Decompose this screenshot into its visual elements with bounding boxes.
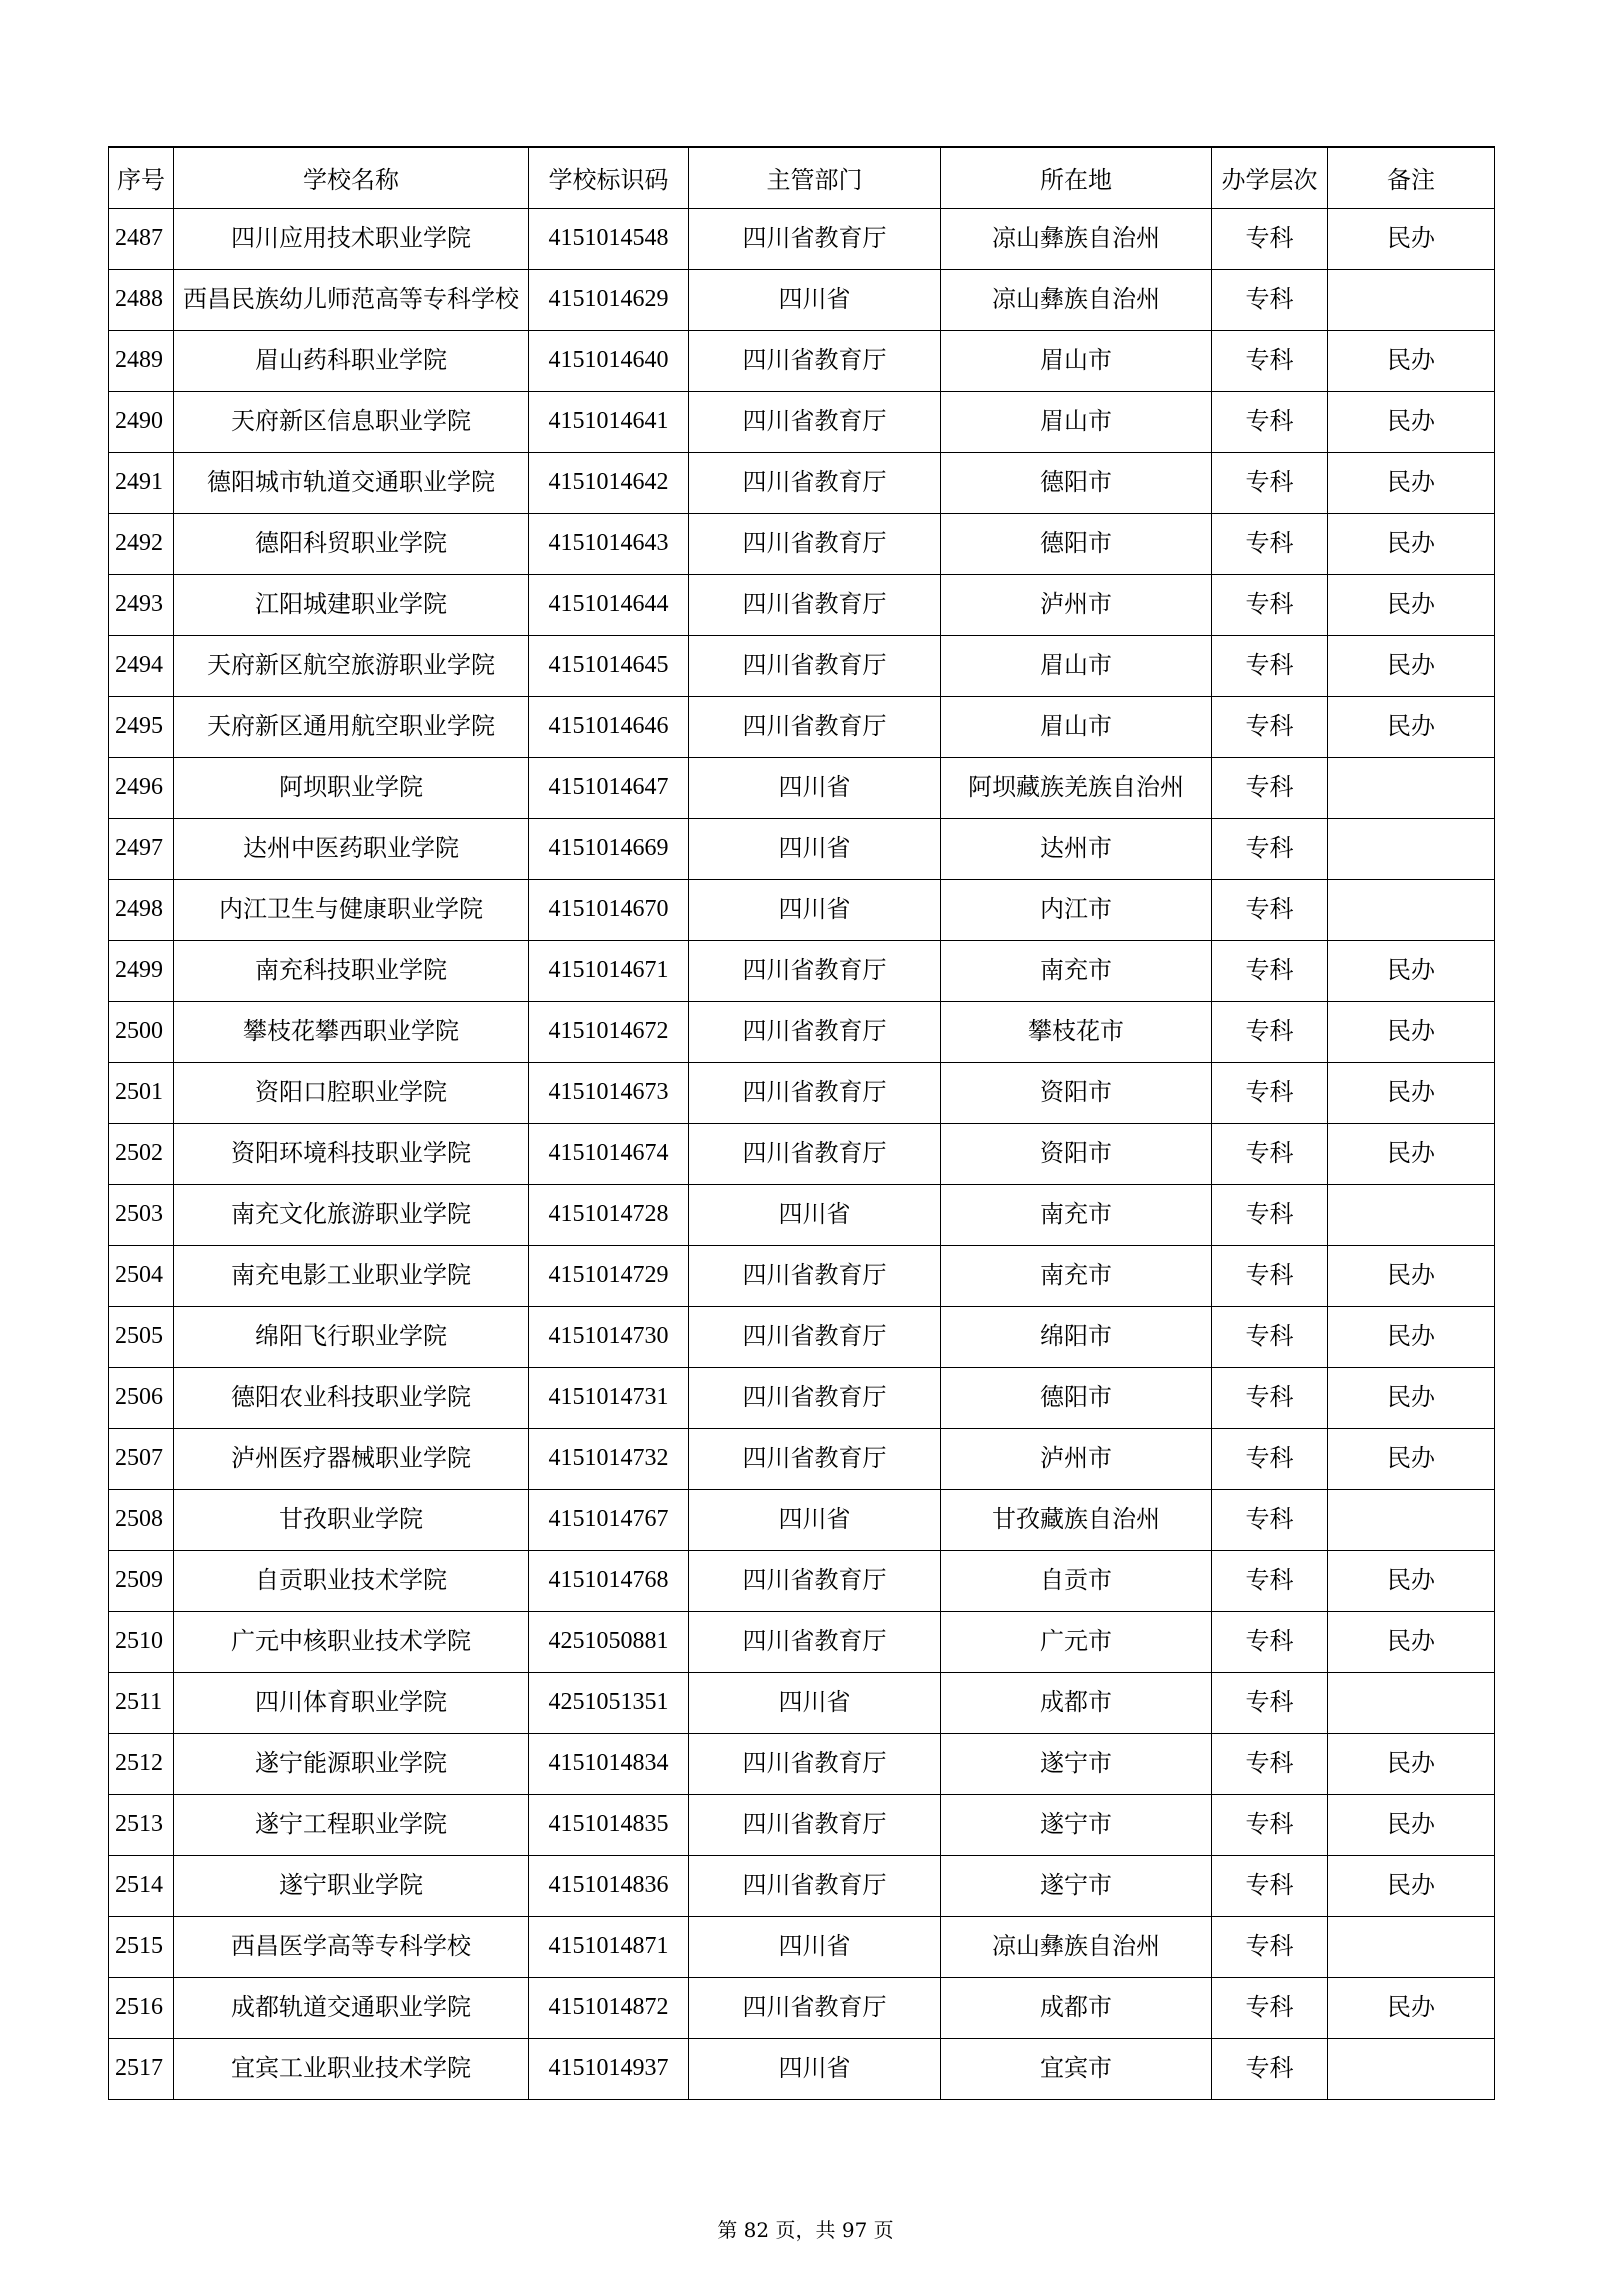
cell-department: 四川省教育厅 bbox=[689, 1794, 941, 1855]
cell-remark bbox=[1328, 879, 1495, 940]
cell-remark: 民办 bbox=[1328, 1245, 1495, 1306]
table-row bbox=[109, 1245, 1495, 1306]
cell-school-code: 4151014729 bbox=[529, 1245, 689, 1306]
cell-department: 四川省教育厅 bbox=[689, 1977, 941, 2038]
table-header bbox=[109, 147, 1495, 208]
table-row bbox=[109, 1855, 1495, 1916]
cell-seq: 2504 bbox=[109, 1245, 174, 1306]
table-row bbox=[109, 1062, 1495, 1123]
cell-department: 四川省教育厅 bbox=[689, 1611, 941, 1672]
table-row bbox=[109, 330, 1495, 391]
cell-department: 四川省教育厅 bbox=[689, 574, 941, 635]
cell-school-name: 资阳口腔职业学院 bbox=[174, 1062, 529, 1123]
school-list-table bbox=[108, 146, 1495, 2100]
table-row bbox=[109, 1306, 1495, 1367]
cell-remark bbox=[1328, 818, 1495, 879]
cell-department: 四川省 bbox=[689, 879, 941, 940]
cell-school-name: 甘孜职业学院 bbox=[174, 1489, 529, 1550]
cell-seq: 2498 bbox=[109, 879, 174, 940]
cell-location: 凉山彝族自治州 bbox=[941, 208, 1212, 269]
cell-school-code: 4151014732 bbox=[529, 1428, 689, 1489]
table-row bbox=[109, 1428, 1495, 1489]
cell-department: 四川省教育厅 bbox=[689, 452, 941, 513]
cell-remark: 民办 bbox=[1328, 208, 1495, 269]
cell-level: 专科 bbox=[1212, 635, 1328, 696]
cell-school-name: 内江卫生与健康职业学院 bbox=[174, 879, 529, 940]
cell-location: 资阳市 bbox=[941, 1123, 1212, 1184]
table-row bbox=[109, 1367, 1495, 1428]
cell-school-code: 4151014673 bbox=[529, 1062, 689, 1123]
cell-school-name: 达州中医药职业学院 bbox=[174, 818, 529, 879]
cell-remark: 民办 bbox=[1328, 1855, 1495, 1916]
header-school-name: 学校名称 bbox=[174, 147, 529, 208]
table-row bbox=[109, 1550, 1495, 1611]
cell-department: 四川省 bbox=[689, 1672, 941, 1733]
cell-remark: 民办 bbox=[1328, 574, 1495, 635]
cell-location: 遂宁市 bbox=[941, 1794, 1212, 1855]
cell-location: 眉山市 bbox=[941, 635, 1212, 696]
cell-location: 眉山市 bbox=[941, 696, 1212, 757]
cell-location: 眉山市 bbox=[941, 330, 1212, 391]
cell-school-name: 自贡职业技术学院 bbox=[174, 1550, 529, 1611]
table-row bbox=[109, 452, 1495, 513]
cell-seq: 2515 bbox=[109, 1916, 174, 1977]
cell-school-name: 泸州医疗器械职业学院 bbox=[174, 1428, 529, 1489]
table-row bbox=[109, 635, 1495, 696]
cell-location: 资阳市 bbox=[941, 1062, 1212, 1123]
cell-location: 成都市 bbox=[941, 1977, 1212, 2038]
cell-school-name: 四川应用技术职业学院 bbox=[174, 208, 529, 269]
cell-school-code: 4151014643 bbox=[529, 513, 689, 574]
cell-school-code: 4151014674 bbox=[529, 1123, 689, 1184]
cell-level: 专科 bbox=[1212, 1001, 1328, 1062]
cell-school-name: 成都轨道交通职业学院 bbox=[174, 1977, 529, 2038]
cell-seq: 2503 bbox=[109, 1184, 174, 1245]
cell-level: 专科 bbox=[1212, 757, 1328, 818]
table-row bbox=[109, 1123, 1495, 1184]
cell-school-code: 4151014768 bbox=[529, 1550, 689, 1611]
cell-seq: 2514 bbox=[109, 1855, 174, 1916]
header-remark: 备注 bbox=[1328, 147, 1495, 208]
cell-location: 德阳市 bbox=[941, 513, 1212, 574]
cell-school-code: 4151014641 bbox=[529, 391, 689, 452]
table-row bbox=[109, 757, 1495, 818]
cell-seq: 2505 bbox=[109, 1306, 174, 1367]
cell-level: 专科 bbox=[1212, 1916, 1328, 1977]
cell-department: 四川省 bbox=[689, 1916, 941, 1977]
cell-school-code: 4151014671 bbox=[529, 940, 689, 1001]
cell-level: 专科 bbox=[1212, 1672, 1328, 1733]
page-number-footer: 第 82 页，共 97 页 bbox=[717, 2218, 894, 2242]
table-body bbox=[109, 208, 1495, 2099]
cell-department: 四川省教育厅 bbox=[689, 1855, 941, 1916]
cell-school-name: 南充文化旅游职业学院 bbox=[174, 1184, 529, 1245]
cell-seq: 2493 bbox=[109, 574, 174, 635]
cell-location: 泸州市 bbox=[941, 1428, 1212, 1489]
cell-school-name: 宜宾工业职业技术学院 bbox=[174, 2038, 529, 2099]
cell-level: 专科 bbox=[1212, 1123, 1328, 1184]
cell-school-code: 4151014937 bbox=[529, 2038, 689, 2099]
header-seq: 序号 bbox=[109, 147, 174, 208]
cell-level: 专科 bbox=[1212, 818, 1328, 879]
cell-seq: 2512 bbox=[109, 1733, 174, 1794]
header-location: 所在地 bbox=[941, 147, 1212, 208]
cell-location: 德阳市 bbox=[941, 1367, 1212, 1428]
cell-remark: 民办 bbox=[1328, 1367, 1495, 1428]
cell-level: 专科 bbox=[1212, 1428, 1328, 1489]
cell-school-name: 天府新区通用航空职业学院 bbox=[174, 696, 529, 757]
cell-department: 四川省教育厅 bbox=[689, 635, 941, 696]
table-row bbox=[109, 1794, 1495, 1855]
cell-remark bbox=[1328, 2038, 1495, 2099]
cell-school-name: 遂宁工程职业学院 bbox=[174, 1794, 529, 1855]
cell-seq: 2494 bbox=[109, 635, 174, 696]
cell-level: 专科 bbox=[1212, 696, 1328, 757]
table-row bbox=[109, 1489, 1495, 1550]
cell-school-code: 4151014730 bbox=[529, 1306, 689, 1367]
cell-school-name: 德阳城市轨道交通职业学院 bbox=[174, 452, 529, 513]
table-row bbox=[109, 208, 1495, 269]
cell-remark: 民办 bbox=[1328, 1123, 1495, 1184]
cell-school-name: 西昌医学高等专科学校 bbox=[174, 1916, 529, 1977]
table-row bbox=[109, 2038, 1495, 2099]
cell-location: 眉山市 bbox=[941, 391, 1212, 452]
cell-remark: 民办 bbox=[1328, 452, 1495, 513]
cell-location: 泸州市 bbox=[941, 574, 1212, 635]
cell-department: 四川省 bbox=[689, 818, 941, 879]
cell-location: 德阳市 bbox=[941, 452, 1212, 513]
cell-seq: 2488 bbox=[109, 269, 174, 330]
cell-level: 专科 bbox=[1212, 1611, 1328, 1672]
cell-remark bbox=[1328, 1916, 1495, 1977]
cell-department: 四川省 bbox=[689, 2038, 941, 2099]
cell-seq: 2492 bbox=[109, 513, 174, 574]
header-level: 办学层次 bbox=[1212, 147, 1328, 208]
cell-level: 专科 bbox=[1212, 513, 1328, 574]
cell-level: 专科 bbox=[1212, 1794, 1328, 1855]
cell-school-code: 4151014548 bbox=[529, 208, 689, 269]
cell-location: 成都市 bbox=[941, 1672, 1212, 1733]
cell-location: 凉山彝族自治州 bbox=[941, 1916, 1212, 1977]
cell-school-name: 攀枝花攀西职业学院 bbox=[174, 1001, 529, 1062]
cell-school-code: 4151014672 bbox=[529, 1001, 689, 1062]
table-row bbox=[109, 1733, 1495, 1794]
cell-remark: 民办 bbox=[1328, 635, 1495, 696]
table-row bbox=[109, 1916, 1495, 1977]
cell-remark: 民办 bbox=[1328, 1306, 1495, 1367]
cell-department: 四川省 bbox=[689, 1184, 941, 1245]
cell-seq: 2500 bbox=[109, 1001, 174, 1062]
cell-department: 四川省教育厅 bbox=[689, 208, 941, 269]
cell-level: 专科 bbox=[1212, 1855, 1328, 1916]
cell-seq: 2508 bbox=[109, 1489, 174, 1550]
cell-remark bbox=[1328, 1184, 1495, 1245]
cell-school-name: 德阳科贸职业学院 bbox=[174, 513, 529, 574]
cell-location: 凉山彝族自治州 bbox=[941, 269, 1212, 330]
cell-location: 阿坝藏族羌族自治州 bbox=[941, 757, 1212, 818]
cell-level: 专科 bbox=[1212, 1062, 1328, 1123]
cell-department: 四川省教育厅 bbox=[689, 1428, 941, 1489]
cell-school-code: 4151014642 bbox=[529, 452, 689, 513]
cell-remark bbox=[1328, 1672, 1495, 1733]
cell-seq: 2487 bbox=[109, 208, 174, 269]
cell-level: 专科 bbox=[1212, 391, 1328, 452]
cell-location: 遂宁市 bbox=[941, 1855, 1212, 1916]
cell-department: 四川省教育厅 bbox=[689, 391, 941, 452]
cell-school-name: 遂宁能源职业学院 bbox=[174, 1733, 529, 1794]
cell-seq: 2506 bbox=[109, 1367, 174, 1428]
cell-school-code: 4151014731 bbox=[529, 1367, 689, 1428]
cell-remark: 民办 bbox=[1328, 940, 1495, 1001]
cell-school-name: 资阳环境科技职业学院 bbox=[174, 1123, 529, 1184]
cell-school-code: 4151014871 bbox=[529, 1916, 689, 1977]
cell-department: 四川省教育厅 bbox=[689, 1367, 941, 1428]
cell-seq: 2501 bbox=[109, 1062, 174, 1123]
cell-seq: 2499 bbox=[109, 940, 174, 1001]
table-row bbox=[109, 1184, 1495, 1245]
cell-seq: 2490 bbox=[109, 391, 174, 452]
cell-department: 四川省教育厅 bbox=[689, 1123, 941, 1184]
cell-seq: 2507 bbox=[109, 1428, 174, 1489]
cell-department: 四川省教育厅 bbox=[689, 1245, 941, 1306]
table-row bbox=[109, 1611, 1495, 1672]
cell-school-name: 南充电影工业职业学院 bbox=[174, 1245, 529, 1306]
cell-school-code: 4151014645 bbox=[529, 635, 689, 696]
cell-school-code: 4151014670 bbox=[529, 879, 689, 940]
cell-seq: 2489 bbox=[109, 330, 174, 391]
cell-department: 四川省教育厅 bbox=[689, 1550, 941, 1611]
cell-location: 绵阳市 bbox=[941, 1306, 1212, 1367]
cell-level: 专科 bbox=[1212, 2038, 1328, 2099]
cell-department: 四川省教育厅 bbox=[689, 1001, 941, 1062]
cell-school-name: 江阳城建职业学院 bbox=[174, 574, 529, 635]
cell-level: 专科 bbox=[1212, 1550, 1328, 1611]
table-row bbox=[109, 269, 1495, 330]
cell-remark bbox=[1328, 269, 1495, 330]
cell-school-code: 4151014629 bbox=[529, 269, 689, 330]
header-school-code: 学校标识码 bbox=[529, 147, 689, 208]
cell-remark: 民办 bbox=[1328, 391, 1495, 452]
cell-seq: 2513 bbox=[109, 1794, 174, 1855]
cell-department: 四川省教育厅 bbox=[689, 513, 941, 574]
cell-school-code: 4251051351 bbox=[529, 1672, 689, 1733]
table-row bbox=[109, 1672, 1495, 1733]
cell-seq: 2509 bbox=[109, 1550, 174, 1611]
cell-school-code: 4251050881 bbox=[529, 1611, 689, 1672]
cell-school-name: 德阳农业科技职业学院 bbox=[174, 1367, 529, 1428]
cell-school-code: 4151014872 bbox=[529, 1977, 689, 2038]
cell-remark: 民办 bbox=[1328, 1977, 1495, 2038]
cell-school-name: 四川体育职业学院 bbox=[174, 1672, 529, 1733]
cell-school-name: 绵阳飞行职业学院 bbox=[174, 1306, 529, 1367]
cell-remark: 民办 bbox=[1328, 1550, 1495, 1611]
cell-seq: 2497 bbox=[109, 818, 174, 879]
cell-remark: 民办 bbox=[1328, 696, 1495, 757]
cell-level: 专科 bbox=[1212, 940, 1328, 1001]
cell-level: 专科 bbox=[1212, 1184, 1328, 1245]
cell-school-code: 4151014836 bbox=[529, 1855, 689, 1916]
cell-seq: 2516 bbox=[109, 1977, 174, 2038]
cell-level: 专科 bbox=[1212, 1245, 1328, 1306]
cell-location: 广元市 bbox=[941, 1611, 1212, 1672]
table-row bbox=[109, 574, 1495, 635]
cell-remark: 民办 bbox=[1328, 1001, 1495, 1062]
cell-level: 专科 bbox=[1212, 269, 1328, 330]
cell-school-name: 遂宁职业学院 bbox=[174, 1855, 529, 1916]
cell-school-name: 南充科技职业学院 bbox=[174, 940, 529, 1001]
cell-school-code: 4151014767 bbox=[529, 1489, 689, 1550]
cell-school-name: 天府新区航空旅游职业学院 bbox=[174, 635, 529, 696]
cell-seq: 2495 bbox=[109, 696, 174, 757]
cell-school-code: 4151014640 bbox=[529, 330, 689, 391]
cell-department: 四川省教育厅 bbox=[689, 696, 941, 757]
cell-location: 攀枝花市 bbox=[941, 1001, 1212, 1062]
cell-school-code: 4151014669 bbox=[529, 818, 689, 879]
cell-department: 四川省教育厅 bbox=[689, 330, 941, 391]
cell-level: 专科 bbox=[1212, 1977, 1328, 2038]
header-row bbox=[109, 147, 1495, 208]
cell-location: 宜宾市 bbox=[941, 2038, 1212, 2099]
cell-seq: 2510 bbox=[109, 1611, 174, 1672]
cell-remark: 民办 bbox=[1328, 1428, 1495, 1489]
cell-remark: 民办 bbox=[1328, 1062, 1495, 1123]
cell-remark: 民办 bbox=[1328, 513, 1495, 574]
header-department: 主管部门 bbox=[689, 147, 941, 208]
cell-location: 甘孜藏族自治州 bbox=[941, 1489, 1212, 1550]
cell-department: 四川省教育厅 bbox=[689, 1062, 941, 1123]
cell-school-name: 广元中核职业技术学院 bbox=[174, 1611, 529, 1672]
cell-department: 四川省 bbox=[689, 757, 941, 818]
cell-department: 四川省 bbox=[689, 1489, 941, 1550]
cell-location: 南充市 bbox=[941, 940, 1212, 1001]
table-row bbox=[109, 391, 1495, 452]
cell-seq: 2496 bbox=[109, 757, 174, 818]
cell-school-code: 4151014728 bbox=[529, 1184, 689, 1245]
table-row bbox=[109, 940, 1495, 1001]
cell-level: 专科 bbox=[1212, 574, 1328, 635]
cell-level: 专科 bbox=[1212, 452, 1328, 513]
cell-location: 南充市 bbox=[941, 1245, 1212, 1306]
table-row bbox=[109, 818, 1495, 879]
cell-seq: 2491 bbox=[109, 452, 174, 513]
cell-school-code: 4151014835 bbox=[529, 1794, 689, 1855]
cell-school-code: 4151014834 bbox=[529, 1733, 689, 1794]
cell-remark: 民办 bbox=[1328, 330, 1495, 391]
cell-remark: 民办 bbox=[1328, 1733, 1495, 1794]
cell-remark bbox=[1328, 1489, 1495, 1550]
cell-school-code: 4151014644 bbox=[529, 574, 689, 635]
cell-remark bbox=[1328, 757, 1495, 818]
cell-school-code: 4151014647 bbox=[529, 757, 689, 818]
cell-seq: 2511 bbox=[109, 1672, 174, 1733]
table-row bbox=[109, 513, 1495, 574]
cell-seq: 2502 bbox=[109, 1123, 174, 1184]
cell-remark: 民办 bbox=[1328, 1611, 1495, 1672]
cell-remark: 民办 bbox=[1328, 1794, 1495, 1855]
cell-location: 达州市 bbox=[941, 818, 1212, 879]
table-row bbox=[109, 879, 1495, 940]
cell-level: 专科 bbox=[1212, 1367, 1328, 1428]
cell-department: 四川省教育厅 bbox=[689, 1306, 941, 1367]
cell-location: 南充市 bbox=[941, 1184, 1212, 1245]
cell-school-name: 天府新区信息职业学院 bbox=[174, 391, 529, 452]
table-row bbox=[109, 696, 1495, 757]
cell-location: 内江市 bbox=[941, 879, 1212, 940]
cell-level: 专科 bbox=[1212, 1733, 1328, 1794]
cell-seq: 2517 bbox=[109, 2038, 174, 2099]
cell-level: 专科 bbox=[1212, 1306, 1328, 1367]
cell-level: 专科 bbox=[1212, 208, 1328, 269]
cell-location: 自贡市 bbox=[941, 1550, 1212, 1611]
cell-level: 专科 bbox=[1212, 330, 1328, 391]
cell-school-code: 4151014646 bbox=[529, 696, 689, 757]
cell-department: 四川省教育厅 bbox=[689, 940, 941, 1001]
cell-department: 四川省教育厅 bbox=[689, 1733, 941, 1794]
cell-school-name: 眉山药科职业学院 bbox=[174, 330, 529, 391]
cell-location: 遂宁市 bbox=[941, 1733, 1212, 1794]
cell-school-name: 阿坝职业学院 bbox=[174, 757, 529, 818]
table-row bbox=[109, 1001, 1495, 1062]
cell-department: 四川省 bbox=[689, 269, 941, 330]
table-row bbox=[109, 1977, 1495, 2038]
cell-level: 专科 bbox=[1212, 879, 1328, 940]
cell-school-name: 西昌民族幼儿师范高等专科学校 bbox=[174, 269, 529, 330]
cell-level: 专科 bbox=[1212, 1489, 1328, 1550]
